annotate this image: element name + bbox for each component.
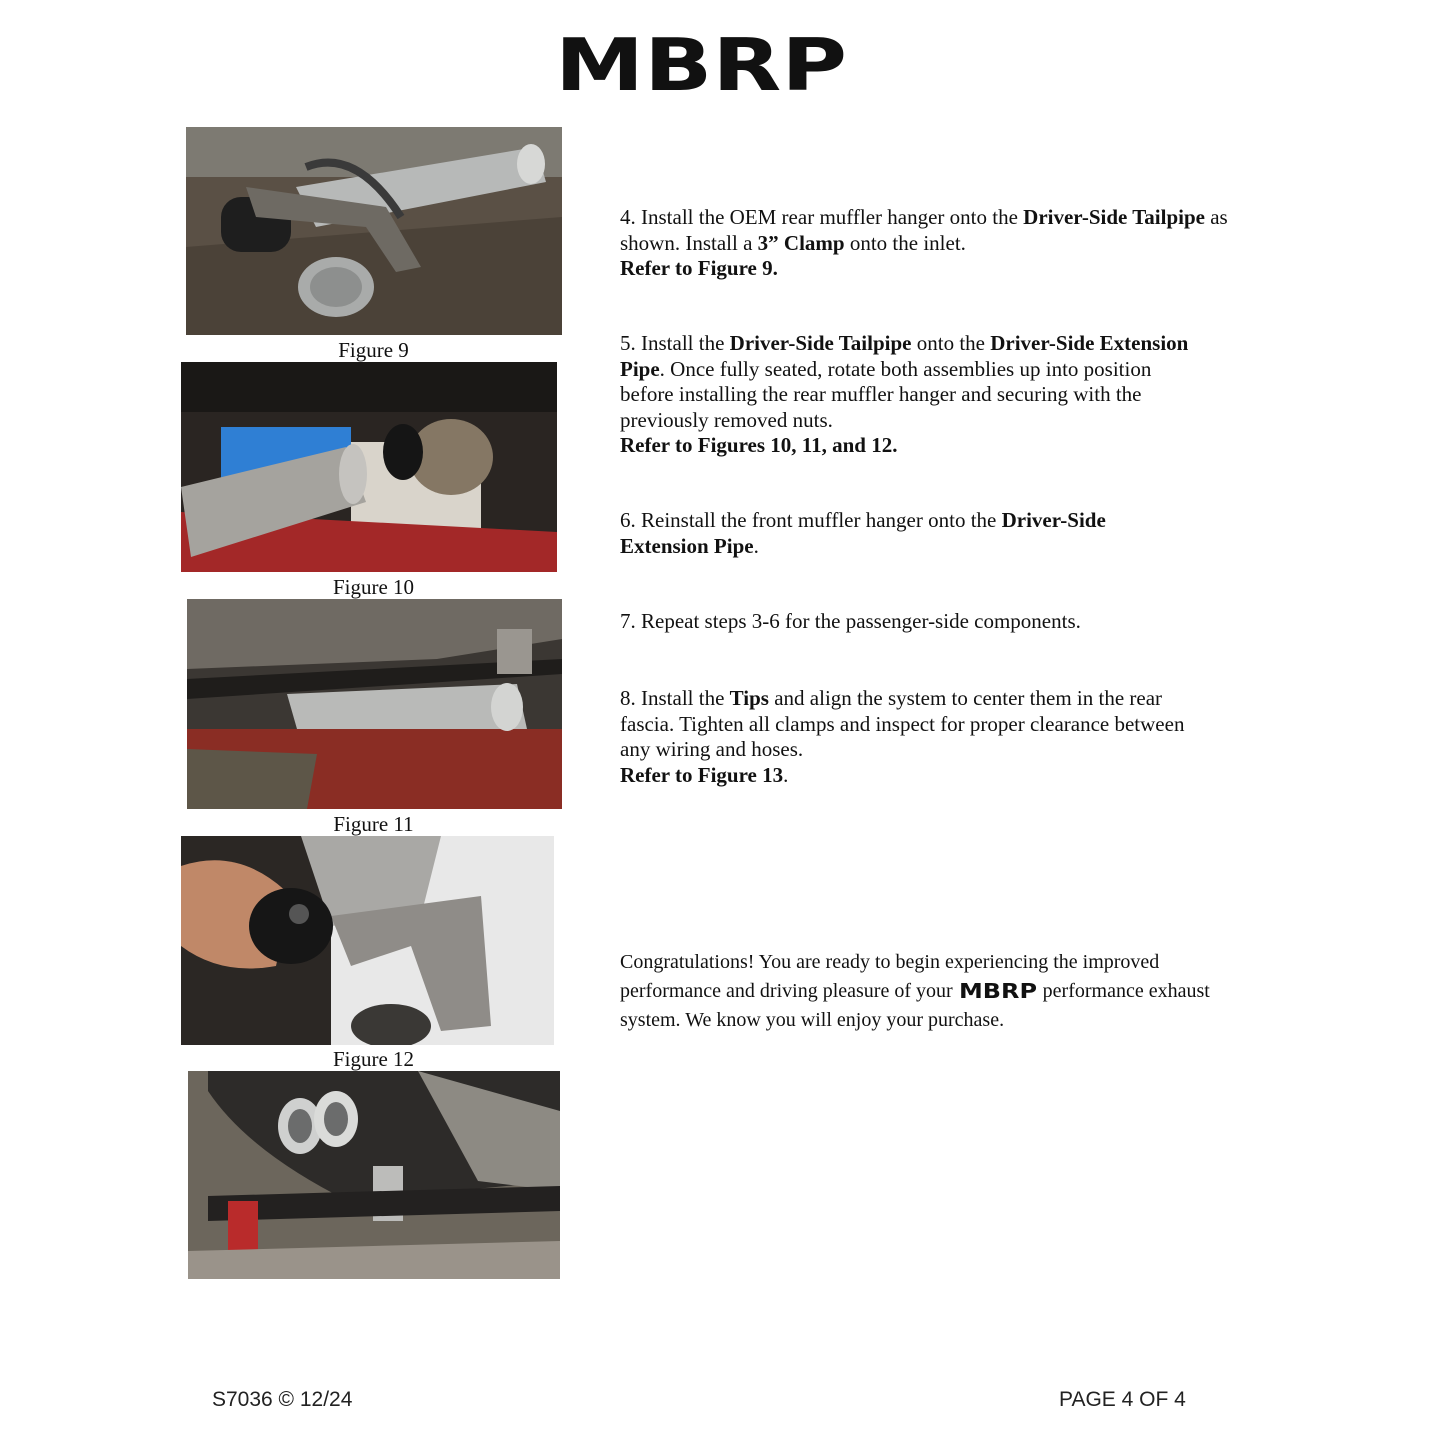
figure-9-photo [186,127,562,335]
step-4-text: 4. Install the OEM rear muffler hanger onto the [620,205,1024,229]
congrats-line-3: system. We know you will enjoy your purchase. [620,1009,1005,1031]
step-7-text: 7. Repeat steps 3-6 for the passenger-side components. [620,609,1081,633]
document-code: S7036 © 12/24 [212,1388,353,1411]
step-5-reference: Refer to Figures 10, 11, and 12. [620,433,898,457]
step-5 [620,331,1210,459]
step-8-text-2: and align the system to center them in the rear fascia. Tighten all clamps and inspect for proper clearance between any wiring and hoses. [620,686,1185,761]
figure-12-caption: Figure 12 [332,1047,415,1071]
congratulations-message [620,948,1240,1035]
figure-10-photo [181,362,557,572]
step-5-text-2: onto the [911,331,991,355]
figure-13-photo [188,1071,560,1279]
step-4-bold-part: Driver-Side Tailpipe [1023,205,1205,229]
step-4-clamp: 3” Clamp [757,230,845,255]
step-4-text-3: onto the inlet. [844,230,966,255]
step-4-text-2: as shown. Install a [620,205,1228,255]
step-8-reference-tail: . [783,762,789,787]
step-6-text-2: . [753,533,759,558]
svg-text:MBRP: MBRP [555,34,847,94]
congrats-line-1: Congratulations! You are ready to begin experiencing the improved [620,951,1160,973]
step-8-text: 8. Install the [620,686,730,710]
figure-12-photo [181,836,554,1045]
figure-9-caption: Figure 9 [338,338,409,362]
step-8 [620,686,1200,788]
congrats-line-2-end: performance exhaust [1037,980,1210,1002]
step-8-tips: Tips [729,686,769,710]
figure-11-caption: Figure 11 [333,812,414,836]
figure-11-photo [187,599,562,809]
step-6 [620,508,1160,559]
congrats-line-2-start: performance and driving pleasure of your [620,980,958,1002]
step-8-reference: Refer to Figure 13 [620,762,784,787]
step-4 [620,205,1230,282]
page-number: PAGE 4 OF 4 [1059,1388,1186,1411]
figure-10-caption: Figure 10 [332,575,415,599]
step-5-text: 5. Install the [620,331,730,355]
step-4-reference: Refer to Figure 9. [620,256,778,280]
step-5-tailpipe: Driver-Side Tailpipe [729,331,912,355]
mbrp-inline-logo [958,979,1038,999]
svg-text:MBRP: MBRP [958,982,1037,999]
step-5-extension-pipe: Driver-Side Extension Pipe [620,331,1189,381]
step-6-text: 6. Reinstall the front muffler hanger onto the [620,508,1002,532]
step-7 [620,609,1230,635]
step-5-text-3: . Once fully seated, rotate both assemblies up into position before installing the rear muffler hanger and securing with the previously removed nuts. [620,356,1152,432]
mbrp-logo [553,34,849,94]
step-6-extension-pipe: Driver-Side Extension Pipe [620,508,1106,558]
